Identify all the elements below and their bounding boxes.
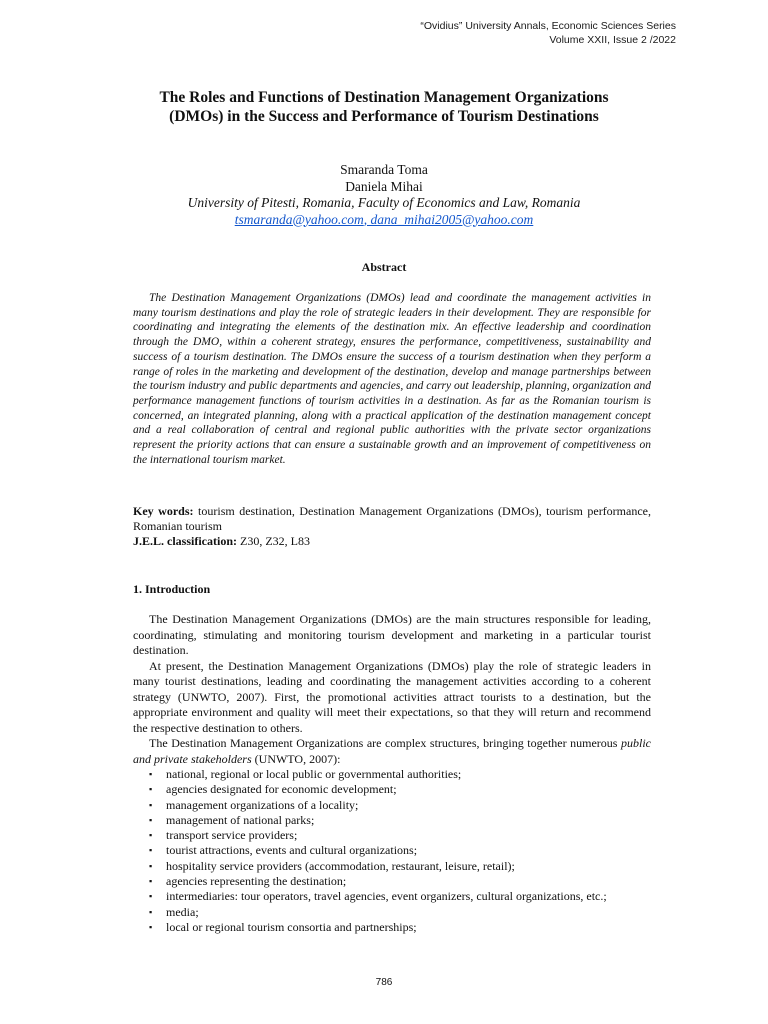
bullet-icon: ▪ <box>149 769 153 779</box>
introduction-body <box>133 612 651 935</box>
list-item-text: transport service providers; <box>166 828 298 843</box>
email-link[interactable]: tsmaranda@yahoo.com <box>234 211 364 227</box>
keywords-block <box>133 504 651 549</box>
list-item-text: local or regional tourism consortia and partnerships; <box>166 919 417 934</box>
list-item-text: management organizations of a locality; <box>166 797 359 812</box>
paragraph-italic: public and private stakeholders <box>133 736 651 766</box>
list-item-text: hospitality service providers (accommodation, restaurant, leisure, retail); <box>166 858 515 873</box>
paragraph: The Destination Management Organizations (DMOs) are the main structures responsible for leading, coordinating, stimulating and monitoring tourism development and marketing in a particular tourist destination. <box>133 612 651 657</box>
abstract-text: The Destination Management Organizations (DMOs) lead and coordinate the management activities in many tourism destinations and play the role of strategic leaders in their development. They are responsible for coordinating and integrating the elements of the destination mix. An effective leadership and coordination through the DMO, within a coherent strategy, ensures the performance, competitiveness, sustainability and success of a tourism destination. The DMOs ensure the success of a tourism destination when they perform a range of roles in the marketing and development of the destination, develop and manage partnerships between the tourism industry and public departments and agencies, and carry out leadership, planning, organization and performance management functions of tourism activities in a destination. As far as the Romanian tourism is concerned, an integrated planning, along with a practical application of the destination management concept and a real collaboration of central and regional public authorities with the private sector organizations represent the priority actions that can ensure a sustainable growth and an improvement of competitiveness on the international tourism market. <box>133 292 651 466</box>
email-link[interactable]: dana_mihai2005@yahoo.com <box>370 211 534 227</box>
author-name: Smaranda Toma <box>340 162 428 177</box>
bullet-icon: ▪ <box>149 845 153 856</box>
running-header <box>420 20 676 47</box>
bullet-icon: ▪ <box>149 921 153 932</box>
author-block <box>120 162 648 228</box>
author-name: Daniela Mihai <box>345 178 423 194</box>
paragraph-text: (UNWTO, 2007): <box>251 751 341 766</box>
email-separator[interactable]: , <box>363 211 371 227</box>
keywords-label: Key words: <box>133 504 194 518</box>
list-item <box>133 859 651 874</box>
bullet-icon: ▪ <box>149 876 153 887</box>
stakeholder-list <box>133 767 651 935</box>
list-item <box>133 920 651 935</box>
paragraph: At present, the Destination Management Organizations (DMOs) play the role of strategic leaders in many tourist destinations, leading and coordinating the management activities according to a coherent strategy (UNWTO, 2007). First, the promotional activities attract tourists to a destination, but the appropriate environment and quality will meet their expectations, so that they will return and recommend the respective destination to others. <box>133 658 651 735</box>
list-item-text: intermediaries: tour operators, travel agencies, event organizers, cultural organizations, etc.; <box>166 889 607 904</box>
list-item <box>133 813 651 828</box>
bullet-icon: ▪ <box>149 799 153 810</box>
list-item-text: management of national parks; <box>166 812 315 827</box>
bullet-icon: ▪ <box>149 814 153 825</box>
keywords-line <box>133 504 651 534</box>
bullet-icon: ▪ <box>149 830 153 841</box>
list-item <box>133 782 651 797</box>
jel-label: J.E.L. classification: <box>133 534 237 548</box>
bullet-icon: ▪ <box>149 860 153 871</box>
list-item <box>133 828 651 843</box>
list-item-text: agencies representing the destination; <box>166 874 347 889</box>
paper-title <box>120 88 648 126</box>
paragraph-text: The Destination Management Organizations are complex structures, bringing together numerous <box>149 736 621 750</box>
list-item <box>133 767 651 782</box>
list-item-text: tourist attractions, events and cultural organizations; <box>166 843 418 858</box>
email-line <box>120 212 648 229</box>
section-heading: 1. Introduction <box>133 582 211 596</box>
bullet-icon: ▪ <box>149 906 153 917</box>
list-item <box>133 889 651 904</box>
list-item-text: national, regional or local public or governmental authorities; <box>166 767 462 781</box>
list-item-text: agencies designated for economic development; <box>166 782 397 797</box>
bullet-icon: ▪ <box>149 891 153 902</box>
list-item <box>133 874 651 889</box>
list-item <box>133 798 651 813</box>
abstract-heading: Abstract <box>361 260 407 274</box>
affiliation: University of Pitesti, Romania, Faculty of Economics and Law, Romania <box>187 195 581 210</box>
list-item <box>133 905 651 920</box>
list-item <box>133 843 651 858</box>
title-line-2: (DMOs) in the Success and Performance of Tourism Destinations <box>169 108 599 125</box>
volume-issue: Volume XXII, Issue 2 /2022 <box>549 33 676 46</box>
title-line-1: The Roles and Functions of Destination Management Organizations <box>159 89 609 106</box>
paragraph <box>133 736 651 767</box>
jel-text: Z30, Z32, L83 <box>237 534 310 548</box>
journal-name: “Ovidius” University Annals, Economic Sciences Series <box>420 20 676 32</box>
bullet-icon: ▪ <box>149 784 153 795</box>
list-item-text: media; <box>166 904 199 919</box>
jel-line <box>133 534 651 549</box>
page-number: 786 <box>375 977 393 988</box>
keywords-text: tourism destination, Destination Management Organizations (DMOs), tourism performance, Romanian tourism <box>133 504 651 533</box>
